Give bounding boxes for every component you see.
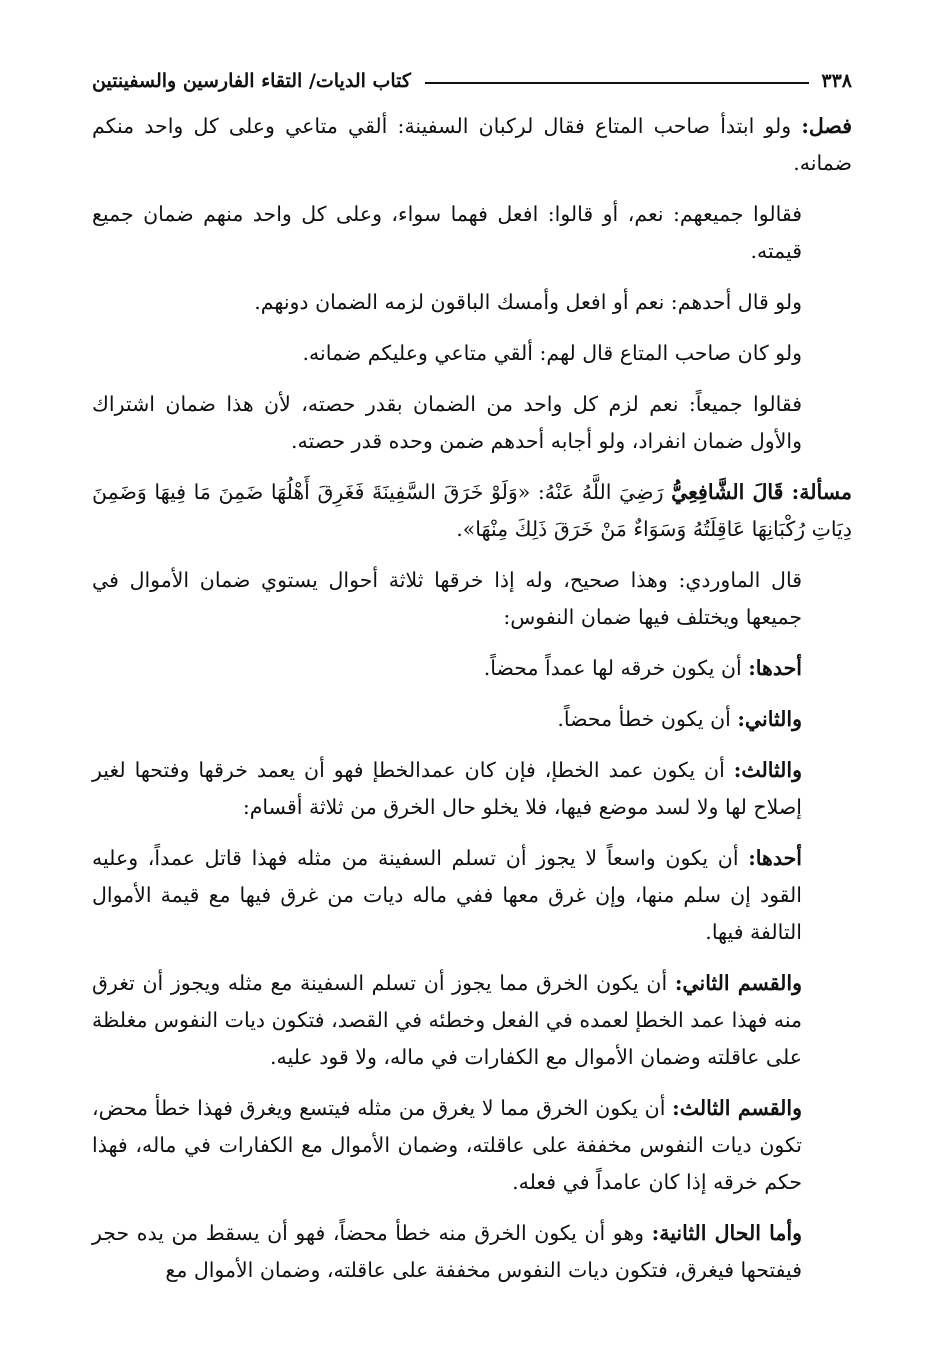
paragraph-text: أن يكون خرقه لها عمداً محضاً. <box>483 656 749 680</box>
page-number: ٣٣٨ <box>821 70 852 92</box>
paragraph-text: فقالوا جميعهم: نعم، أو قالوا: افعل فهما سواء، وعلى كل واحد منهم ضمان جميع قيمته. <box>92 202 802 263</box>
paragraph-text: ولو قال أحدهم: نعم أو افعل وأمسك الباقون لزمه الضمان دونهم. <box>254 290 802 314</box>
chapter-title: كتاب الديات/ التقاء الفارسين والسفينتين <box>92 70 411 92</box>
paragraph-text: أن يكون عمد الخطإ، فإن كان عمدالخطإ فهو أن يعمد خرقها وفتحها لغير إصلاح لها ولا لسد موضع فيها، فلا يخلو حال الخرق من ثلاثة أقسام: <box>92 758 802 819</box>
paragraph <box>92 562 852 636</box>
paragraph-lead: والثاني: <box>737 707 802 731</box>
paragraph-text: أن يكون خطأ محضاً. <box>557 707 738 731</box>
paragraph <box>92 1090 852 1201</box>
paragraph-lead: والقسم الثاني: <box>674 971 802 995</box>
paragraph <box>92 752 852 826</box>
paragraph <box>92 108 852 182</box>
running-header <box>92 66 852 96</box>
paragraph <box>92 965 852 1076</box>
paragraph-lead: أحدها: <box>748 846 802 870</box>
paragraph <box>92 650 852 687</box>
paragraph-lead: وأما الحال الثانية: <box>651 1221 802 1245</box>
paragraph <box>92 1215 852 1289</box>
paragraph <box>92 840 852 951</box>
paragraph-lead: والثالث: <box>733 758 802 782</box>
paragraph-text: أن يكون الخرق مما لا يغرق من مثله فيتسع ويغرق فهذا خطأ محض، تكون ديات النفوس مخففة على عاقلته، وضمان الأموال مع الكفارات في ماله، فهذا حكم خرقه إذا كان عامداً في فعله. <box>92 1096 802 1194</box>
paragraph-lead: والقسم الثالث: <box>672 1096 802 1120</box>
paragraph <box>92 701 852 738</box>
paragraph <box>92 284 852 321</box>
header-rule <box>425 82 809 84</box>
paragraph-text: ولو كان صاحب المتاع قال لهم: ألقي متاعي وعليكم ضمانه. <box>302 341 802 365</box>
paragraph-text: فقالوا جميعاً: نعم لزم كل واحد من الضمان بقدر حصته، لأن هذا ضمان اشتراك والأول ضمان انفراد، ولو أجابه أحدهم ضمن وحده قدر حصته. <box>92 392 802 453</box>
paragraph-lead: مسألة: قَالَ الشَّافِعِيُّ <box>671 480 852 504</box>
paragraph-text: ولو ابتدأ صاحب المتاع فقال لركبان السفينة: ألقي متاعي وعلى كل واحد منكم ضمانه. <box>92 114 852 175</box>
paragraph-text: أن يكون واسعاً لا يجوز أن تسلم السفينة من مثله فهذا قاتل عمداً، وعليه القود إن سلم منها، وإن غرق معها ففي ماله ديات من غرق فيها مع قيمة الأموال التالفة فيها. <box>92 846 802 944</box>
page-body <box>92 108 852 1303</box>
paragraph <box>92 386 852 460</box>
paragraph <box>92 335 852 372</box>
paragraph-text: وهو أن يكون الخرق منه خطأ محضاً، فهو أن يسقط من يده حجر فيفتحها فيغرق، فتكون ديات النفوس مخففة على عاقلته، وضمان الأموال مع <box>92 1221 802 1282</box>
paragraph <box>92 196 852 270</box>
paragraph <box>92 474 852 548</box>
paragraph-text: أن يكون الخرق مما يجوز أن تسلم السفينة مع مثله ويجوز أن تغرق منه فهذا عمد الخطإ لعمده في الفعل وخطئه في القصد، فتكون ديات النفوس مغلظة على عاقلته وضمان الأموال مع الكفارات في ماله، ولا قود عليه. <box>92 971 802 1069</box>
paragraph-lead: أحدها: <box>748 656 802 680</box>
paragraph-text: رَضِيَ اللَّهُ عَنْهُ: «وَلَوْ خَرَقَ السَّفِينَةَ فَغَرِقَ أَهْلُهَا ضَمِنَ مَا فِيهَا وَضَمِنَ دِيَاتِ رُكْبَانِهَا عَاقِلَتُهُ وَسَوَاءٌ مَنْ خَرَقَ ذَلِكَ مِنْهَا». <box>92 480 852 541</box>
paragraph-text: قال الماوردي: وهذا صحيح، وله إذا خرقها ثلاثة أحوال يستوي ضمان الأموال في جميعها ويختلف فيها ضمان النفوس: <box>92 568 802 629</box>
paragraph-lead: فصل: <box>801 114 852 138</box>
